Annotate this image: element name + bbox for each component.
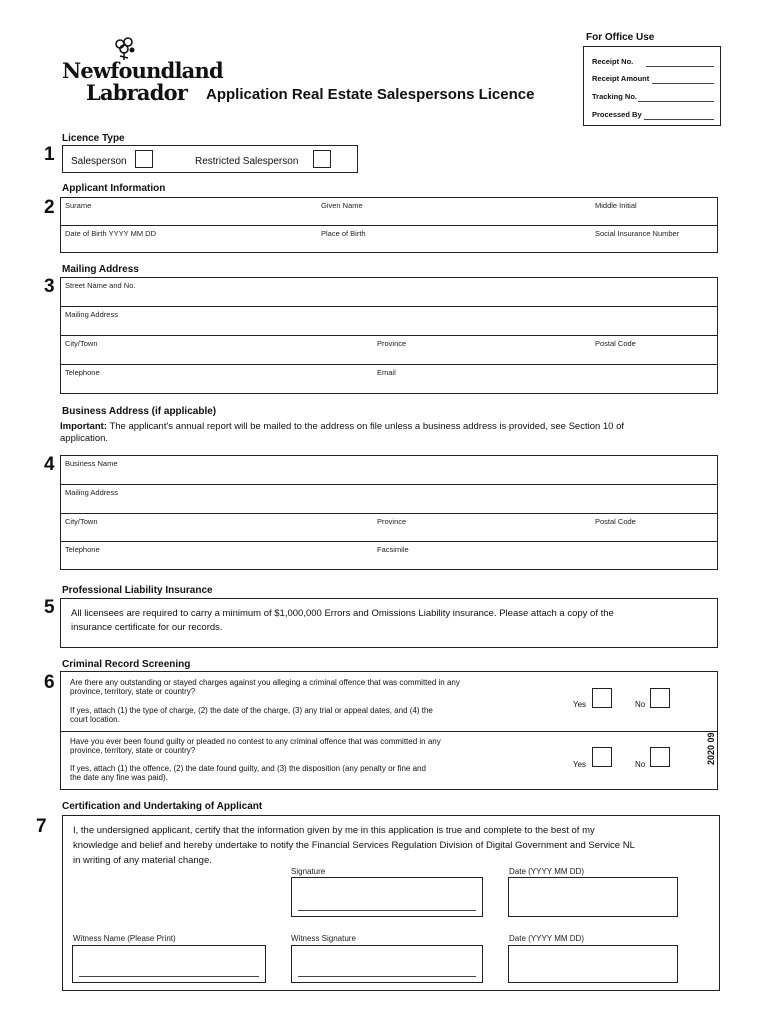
salesperson-checkbox[interactable]	[135, 150, 153, 168]
logo-line2: Labrador	[86, 80, 188, 105]
email-field[interactable]: Email	[377, 368, 396, 377]
divider	[61, 513, 717, 514]
section-1-title: Licence Type	[62, 133, 125, 144]
q2-line-3: If yes, attach (1) the offence, (2) the date found guilty, and (3) the disposition (any penalty or fine and	[70, 764, 426, 773]
q1-line-1: Are there any outstanding or stayed charges against you alleging a criminal offence that was committed in any	[70, 678, 460, 687]
section-6-number: 6	[44, 672, 55, 693]
insurance-box	[60, 598, 718, 648]
business-mailing-field[interactable]: Mailing Address	[65, 488, 118, 497]
section-1-number: 1	[44, 144, 55, 165]
logo	[58, 36, 223, 106]
date-2-label: Date (YYYY MM DD)	[509, 934, 584, 943]
q2-line-1: Have you ever been found guilty or pleaded no contest to any criminal offence that was committed in any	[70, 737, 441, 746]
q2-no-label: No	[635, 760, 646, 769]
middle-initial-field[interactable]: Middle Initial	[595, 201, 637, 210]
telephone-field[interactable]: Telephone	[65, 368, 100, 377]
office-processed-by-line[interactable]	[644, 119, 714, 120]
province-field[interactable]: Province	[377, 339, 407, 348]
form-version-code: 2020 09	[706, 732, 716, 765]
restricted-salesperson-label: Restricted Salesperson	[195, 156, 299, 167]
date-2-field[interactable]	[508, 945, 678, 983]
q1-line-2: province, territory, state or country?	[70, 687, 196, 696]
section-3-number: 3	[44, 276, 55, 297]
witness-signature-field[interactable]	[291, 945, 483, 983]
section-7-number: 7	[36, 816, 47, 837]
section-4-title: Business Address (if applicable)	[62, 406, 217, 417]
office-receipt-amount: Receipt Amount	[592, 74, 650, 83]
q2-line-4: the date any fine was paid).	[70, 773, 168, 782]
street-field[interactable]: Street Name and No.	[65, 281, 136, 290]
cert-line-2: knowledge and belief and hereby undertake to notify the Financial Services Regulation Division of Digital Government and Service NL	[73, 840, 635, 851]
q1-yes-label: Yes	[573, 700, 587, 709]
sin-field[interactable]: Social Insurance Number	[595, 229, 680, 238]
divider	[61, 484, 717, 485]
witness-name-field[interactable]	[72, 945, 266, 983]
mailing-address-field[interactable]: Mailing Address	[65, 310, 118, 319]
office-tracking-no: Tracking No.	[592, 92, 638, 101]
licence-type-box	[62, 145, 358, 173]
cert-line-3: in writing of any material change.	[73, 855, 212, 866]
certification-box	[62, 815, 720, 991]
section-2-number: 2	[44, 197, 55, 218]
q1-yes-checkbox[interactable]	[592, 688, 612, 708]
section-4-number: 4	[44, 454, 55, 475]
q1-line-3: If yes, attach (1) the type of charge, (2) the date of the charge, (3) any trial or appeal dates, and (4) the	[70, 706, 433, 715]
q1-no-label: No	[635, 700, 646, 709]
important-label: Important:	[60, 421, 107, 432]
witness-name-line	[79, 976, 259, 977]
important-text-2: application.	[60, 433, 109, 444]
logo-line1: Newfoundland	[62, 58, 223, 83]
cert-line-1: I, the undersigned applicant, certify that the information given by me in this application is true and complete to the best of my	[73, 825, 595, 836]
surname-field[interactable]: Surame	[65, 201, 92, 210]
signature-label: Signature	[291, 867, 326, 876]
q1-no-checkbox[interactable]	[650, 688, 670, 708]
section-7-title: Certification and Undertaking of Applicant	[62, 801, 263, 812]
divider	[61, 225, 717, 226]
insurance-line-2: insurance certificate for our records.	[71, 622, 223, 633]
applicant-info-box	[60, 197, 718, 253]
office-receipt-amount-line[interactable]	[652, 83, 714, 84]
divider	[61, 306, 717, 307]
witness-name-label: Witness Name (Please Print)	[73, 934, 176, 943]
divider	[61, 541, 717, 542]
business-fax-field[interactable]: Facsimile	[377, 545, 409, 554]
signature-field[interactable]	[291, 877, 483, 917]
city-field[interactable]: City/Town	[65, 339, 98, 348]
section-6-title: Criminal Record Screening	[62, 659, 191, 670]
important-text: The applicant's annual report will be mailed to the address on file unless a business address is provided, see Section 10 of	[109, 421, 625, 432]
office-receipt-no-line[interactable]	[646, 66, 714, 67]
witness-signature-label: Witness Signature	[291, 934, 356, 943]
business-name-field[interactable]: Business Name	[65, 459, 118, 468]
business-city-field[interactable]: City/Town	[65, 517, 98, 526]
section-3-title: Mailing Address	[62, 264, 139, 275]
date-of-birth-field[interactable]: Date of Birth YYYY MM DD	[65, 229, 157, 238]
witness-signature-line	[298, 976, 476, 977]
office-use-box	[583, 46, 721, 126]
q2-no-checkbox[interactable]	[650, 747, 670, 767]
postal-code-field[interactable]: Postal Code	[595, 339, 636, 348]
divider	[61, 364, 717, 365]
date-1-field[interactable]	[508, 877, 678, 917]
business-telephone-field[interactable]: Telephone	[65, 545, 100, 554]
office-processed-by: Processed By	[592, 110, 642, 119]
signature-line	[298, 910, 476, 911]
q2-line-2: province, territory, state or country?	[70, 746, 196, 755]
office-use-heading: For Office Use	[586, 32, 655, 43]
section-5-number: 5	[44, 597, 55, 618]
business-province-field[interactable]: Province	[377, 517, 407, 526]
q2-yes-label: Yes	[573, 760, 587, 769]
q2-yes-checkbox[interactable]	[592, 747, 612, 767]
criminal-record-box	[60, 671, 718, 790]
given-name-field[interactable]: Given Name	[321, 201, 363, 210]
divider	[61, 731, 717, 732]
section-5-title: Professional Liability Insurance	[62, 585, 213, 596]
section-2-title: Applicant Information	[62, 183, 166, 194]
q1-line-4: court location.	[70, 715, 120, 724]
important-note	[60, 421, 720, 445]
business-postal-field[interactable]: Postal Code	[595, 517, 636, 526]
salesperson-label: Salesperson	[71, 156, 127, 167]
office-receipt-no: Receipt No.	[592, 57, 634, 66]
business-address-box	[60, 455, 718, 570]
divider	[61, 335, 717, 336]
restricted-salesperson-checkbox[interactable]	[313, 150, 331, 168]
date-1-label: Date (YYYY MM DD)	[509, 867, 584, 876]
insurance-line-1: All licensees are required to carry a minimum of $1,000,000 Errors and Omissions Liability insurance. Please attach a copy of the	[71, 608, 614, 619]
office-tracking-no-line[interactable]	[638, 101, 714, 102]
place-of-birth-field[interactable]: Place of Birth	[321, 229, 366, 238]
form-title: Application Real Estate Salespersons Licence	[206, 86, 535, 103]
mailing-address-box	[60, 277, 718, 394]
